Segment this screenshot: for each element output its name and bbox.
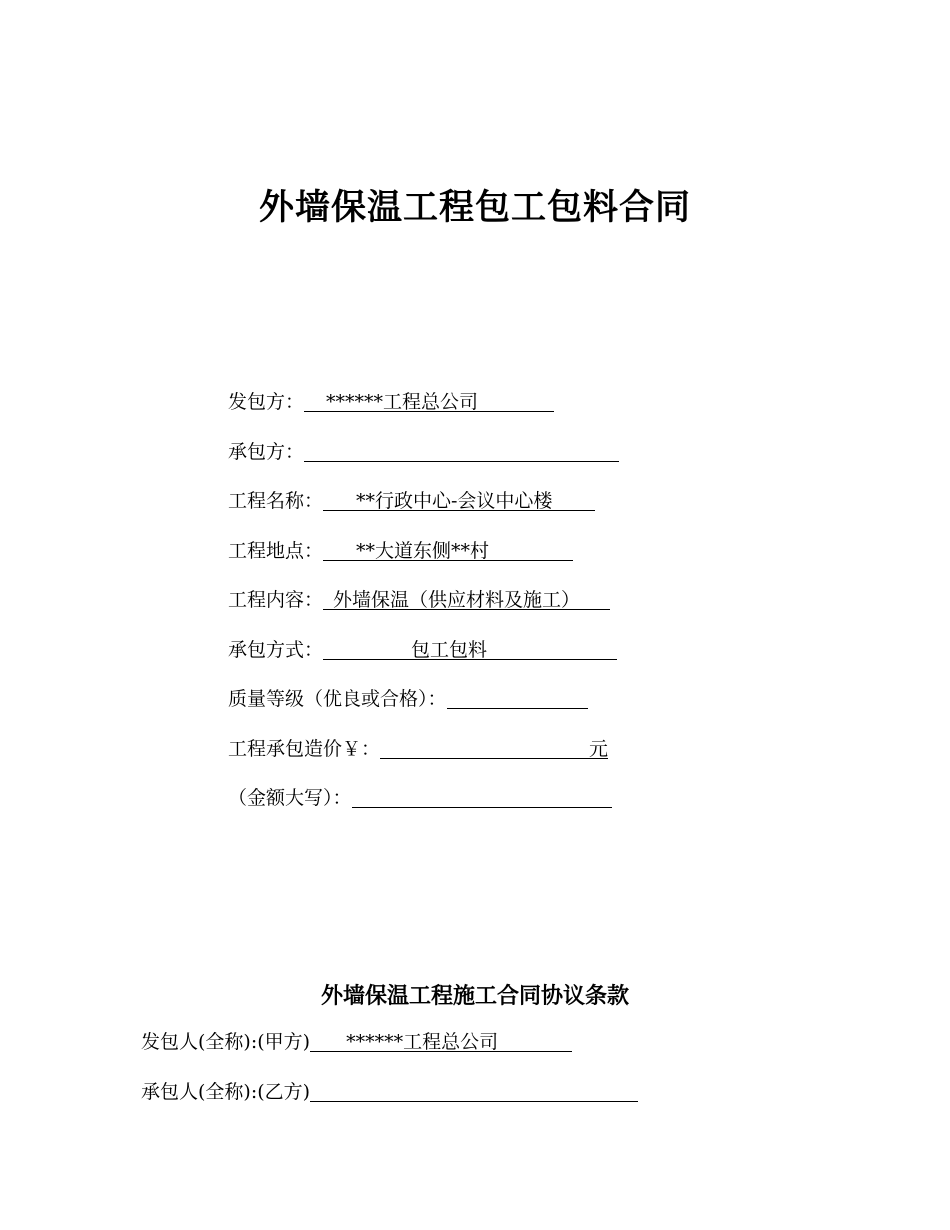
- field-contractor: [228, 437, 619, 467]
- field-value-blank[interactable]: [323, 486, 595, 511]
- field-amount-in-words: [228, 783, 612, 813]
- party-value: ******工程总公司: [346, 1031, 499, 1053]
- field-value-blank[interactable]: [380, 734, 608, 759]
- field-value-blank[interactable]: [323, 635, 617, 660]
- party-value-blank[interactable]: [310, 1027, 572, 1052]
- party-employer: [141, 1027, 572, 1057]
- field-label: 发包方：: [228, 391, 305, 413]
- field-contract-mode: [228, 635, 617, 665]
- field-employer: [228, 387, 554, 417]
- field-value: **大道东侧**村: [356, 540, 490, 562]
- section-title: 外墙保温工程施工合同协议条款: [320, 983, 629, 1009]
- field-value-blank[interactable]: [323, 536, 573, 561]
- party-contractor: [141, 1077, 638, 1107]
- field-project-name: [228, 486, 595, 516]
- field-value: **行政中心-会议中心楼: [356, 490, 553, 512]
- field-label: 承包方式：: [228, 639, 324, 661]
- field-value-blank[interactable]: [304, 437, 619, 462]
- document-title: 外墙保温工程包工包料合同: [258, 187, 691, 228]
- field-label: 质量等级（优良或合格）：: [228, 688, 447, 710]
- currency-unit: 元: [589, 738, 609, 760]
- field-label: 承包方：: [228, 441, 305, 463]
- field-value-blank[interactable]: [352, 783, 612, 808]
- field-value-blank[interactable]: [323, 585, 610, 610]
- field-value: 外墙保温（供应材料及施工）: [333, 589, 581, 611]
- field-quality-grade: [228, 684, 588, 714]
- field-contract-price: [228, 734, 608, 764]
- party-value-blank[interactable]: [310, 1077, 638, 1102]
- field-project-content: [228, 585, 610, 615]
- field-value-blank[interactable]: [304, 387, 554, 412]
- field-value: 包工包料: [411, 639, 488, 661]
- party-label: 承包人(全称):(乙方): [141, 1081, 311, 1103]
- field-label: 工程内容：: [228, 589, 324, 611]
- field-label: 工程名称：: [228, 490, 324, 512]
- field-value-blank[interactable]: [447, 684, 588, 709]
- party-label: 发包人(全称):(甲方): [141, 1031, 311, 1053]
- field-label: 工程地点：: [228, 540, 324, 562]
- field-project-location: [228, 536, 573, 566]
- field-label: （金额大写）：: [228, 787, 352, 809]
- field-value: ******工程总公司: [326, 391, 479, 413]
- field-label: 工程承包造价￥：: [228, 738, 381, 760]
